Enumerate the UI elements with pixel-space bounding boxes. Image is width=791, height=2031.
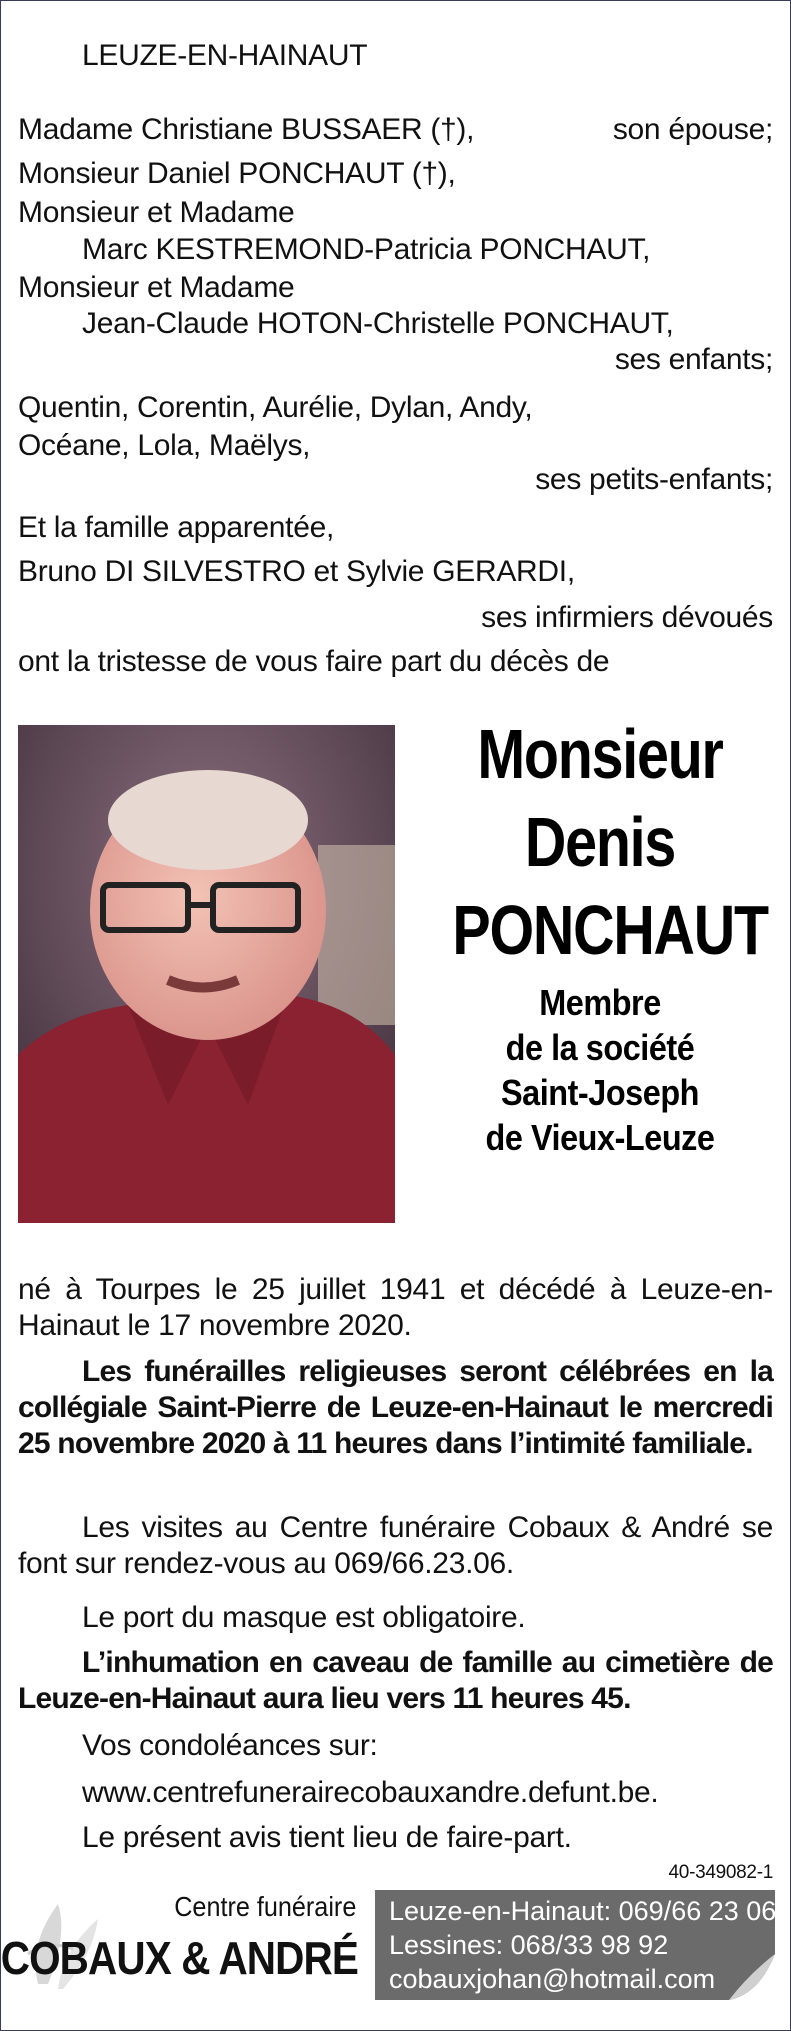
family-role-grandchildren: ses petits-enfants; [535, 463, 773, 496]
membership-line-2: de la société [505, 1027, 695, 1068]
membership-block [420, 980, 780, 1160]
visits-paragraph: Les visites au Centre funéraire Cobaux & André se font sur rendez-vous au 069/66.23.06. [18, 1511, 773, 1580]
family-line-5: Monsieur et Madame [18, 271, 295, 304]
family-line-8: Océane, Lola, Maëlys, [18, 429, 311, 462]
deceased-name [420, 710, 780, 974]
membership-line-3: Saint-Joseph [500, 1072, 700, 1113]
family-line-4: Marc KESTREMOND-Patricia PONCHAUT, [82, 233, 651, 266]
funeral-paragraph: Les funérailles religieuses seront célébrées en la collégiale Saint-Pierre de Leuze-en-Hainaut le mercredi 25 novembre 2020 à 11 heures dans l’intimité familiale. [18, 1355, 773, 1460]
funeral-home-label: Centre funéraire [173, 1891, 356, 1922]
contact-lessines: Lessines: 068/33 98 92 [389, 1930, 669, 1960]
deceased-title: Monsieur [477, 715, 723, 793]
family-line-6: Jean-Claude HOTON-Christelle PONCHAUT, [82, 307, 674, 340]
funeral-home-brand: COBAUX & ANDRÉ [0, 1932, 358, 1984]
membership-line-4: de Vieux-Leuze [485, 1117, 715, 1158]
mask-line: Le port du masque est obligatoire. [82, 1601, 526, 1634]
family-line-10: Bruno DI SILVESTRO et Sylvie GERARDI, [18, 555, 575, 588]
contact-leuze: Leuze-en-Hainaut: 069/66 23 06 [389, 1896, 777, 1926]
deceased-first-name: Denis [524, 803, 676, 881]
family-role-children: ses enfants; [614, 343, 773, 376]
announcement-line: ont la tristesse de vous faire part du décès de [18, 645, 610, 678]
deceased-photo [18, 725, 395, 1223]
notice-line: Le présent avis tient lieu de faire-part. [82, 1821, 572, 1854]
family-line-2: Monsieur Daniel PONCHAUT (†), [18, 157, 456, 190]
city-heading: LEUZE-EN-HAINAUT [82, 39, 368, 72]
family-line-7: Quentin, Corentin, Aurélie, Dylan, Andy, [18, 391, 533, 424]
burial-paragraph: L’inhumation en caveau de famille au cimetière de Leuze-en-Hainaut aura lieu vers 11 heures 45. [18, 1646, 773, 1715]
contact-email[interactable]: cobauxjohan@hotmail.com [389, 1964, 716, 1994]
family-line-3: Monsieur et Madame [18, 196, 295, 229]
deceased-last-name: PONCHAUT [452, 891, 768, 969]
family-role-spouse: son épouse; [612, 113, 773, 146]
reference-number: 40-349082-1 [668, 1862, 773, 1883]
birth-death-paragraph: né à Tourpes le 25 juillet 1941 et décédé à Leuze-en-Hainaut le 17 novembre 2020. [18, 1273, 773, 1342]
contact-box [375, 1890, 775, 2000]
family-line-9: Et la famille apparentée, [18, 511, 335, 544]
family-role-nurses: ses infirmiers dévoués [481, 601, 773, 634]
funeral-home-logo [0, 1890, 366, 2000]
family-line-1: Madame Christiane BUSSAER (†), [18, 113, 475, 146]
portrait-image [18, 725, 395, 1223]
condolences-label: Vos condoléances sur: [82, 1729, 378, 1762]
membership-line-1: Membre [539, 982, 661, 1023]
page-curl-icon [729, 1954, 775, 2000]
condolences-link[interactable]: www.centrefunerairecobauxandre.defunt.be. [82, 1776, 659, 1809]
